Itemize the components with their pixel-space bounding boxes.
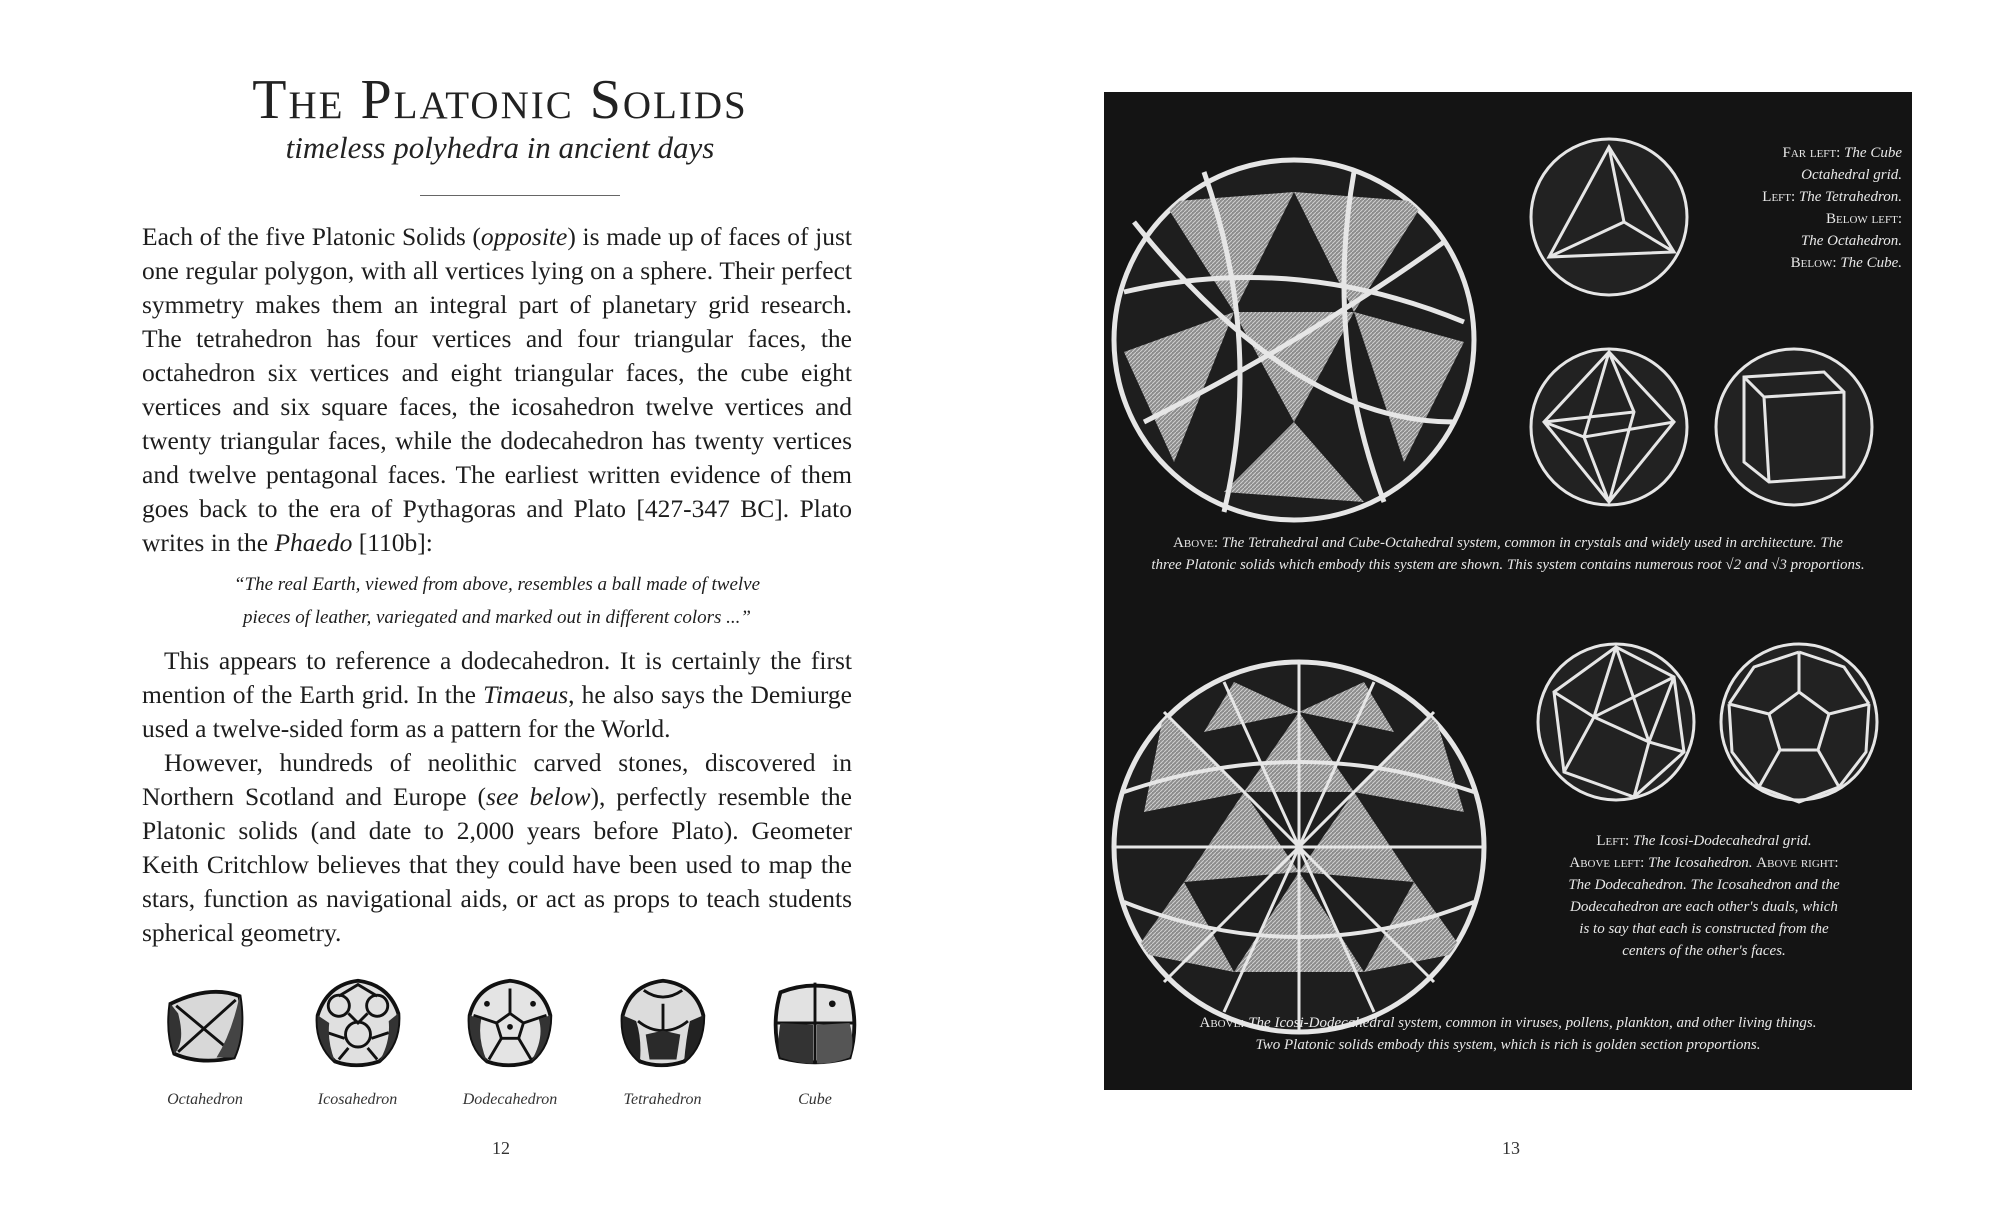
caption-bottom: Above: The Icosi-Dodecahedral system, common in viruses, pollens, plankton, and other living things. Two Platonic solids embody this system, which is rich is golden section proportions. — [1199, 1015, 1817, 1053]
icosahedron-sphere — [1538, 644, 1694, 800]
body-text — [142, 220, 852, 950]
paragraph-1: Each of the five Platonic Solids (opposite) is made up of faces of just one regular polygon, with all vertices lying on a sphere. Their perfect symmetry makes them an integral part of planetary grid research. The tetrahedron has four vertices and four triangular faces, the octahedron six vertices and eight triangular faces, the cube eight vertices and six square faces, the icosahedron twelve vertices and twenty triangular faces, while the dodecahedron has twenty vertices and twelve pentagonal faces. The earliest written evidence of them goes back to the era of Pythagoras and Plato [427-347 BC]. Plato writes in the Phaedo [110b]: — [142, 222, 853, 557]
illustration-plate — [1104, 92, 1912, 1090]
stone-label: Cube — [798, 1091, 832, 1108]
stone-label: Octahedron — [167, 1091, 243, 1108]
dodecahedron-sphere — [1721, 644, 1877, 802]
dodecahedron-stone-icon — [462, 975, 558, 1071]
cube-stone-icon — [767, 975, 863, 1071]
page-subtitle: timeless polyhedra in ancient days — [285, 130, 715, 165]
stone-octahedron — [130, 975, 280, 1125]
icosi-dodecahedral-sphere — [1114, 662, 1484, 1032]
paragraph-3: However, hundreds of neolithic carved stones, discovered in Northern Scotland and Europe (see below), perfectly resemble the Platonic solids (and date to 2,000 years before Plato). Geometer Keith Critchlow believes that they could have been used to map the stars, function as navigational aids, or act as props to teach students spherical geometry. — [142, 748, 852, 947]
page-title: The Platonic Solids — [252, 69, 748, 131]
stone-tetrahedron — [588, 975, 738, 1125]
stone-icosahedron — [283, 975, 433, 1125]
page-number-left: 12 — [492, 1138, 510, 1158]
stone-label: Tetrahedron — [623, 1091, 702, 1108]
stone-dodecahedron — [435, 975, 585, 1125]
octahedron-stone-icon — [157, 975, 253, 1071]
tetrahedron-sphere — [1531, 139, 1687, 295]
caption-middle: Above: The Tetrahedral and Cube-Octahedral system, common in crystals and widely used in architecture. The three Platonic solids which embody this system are shown. This system contains numerous root √2 and √3 proportions. — [1151, 535, 1865, 573]
paragraph-2: This appears to reference a dodecahedron. It is certainly the first mention of the Earth grid. In the Timaeus, he also says the Demiurge used a twelve-sided form as a pattern for the World. — [142, 646, 852, 743]
caption-top-right: Far left: The Cube Octahedral grid. Left: The Tetrahedron. Below left: The Octahedron. Below: The Cube. — [1762, 145, 1902, 271]
page-number-right: 13 — [1502, 1138, 1520, 1158]
stone-label: Dodecahedron — [462, 1091, 558, 1108]
title-divider — [420, 195, 620, 196]
icosahedron-stone-icon — [310, 975, 406, 1071]
right-page — [1000, 0, 2000, 1218]
octahedron-sphere — [1531, 349, 1687, 505]
cube-sphere — [1716, 349, 1872, 505]
plato-quote: “The real Earth, viewed from above, resembles a ball made of twelve pieces of leather, variegated and marked out in different colors ...” — [233, 574, 761, 628]
caption-lower-right: Left: The Icosi-Dodecahedral grid. Above left: The Icosahedron. Above right: The Dodecahedron. The Icosahedron and the Dodecahedron are each other's duals, which is to say that each is constructed from the centers of the other's faces. — [1568, 833, 1840, 959]
carved-stones-row — [130, 975, 890, 1125]
stone-label: Icosahedron — [317, 1091, 398, 1108]
cube-octahedral-sphere — [1114, 160, 1474, 520]
tetrahedron-stone-icon — [615, 975, 711, 1071]
stone-cube — [740, 975, 890, 1125]
